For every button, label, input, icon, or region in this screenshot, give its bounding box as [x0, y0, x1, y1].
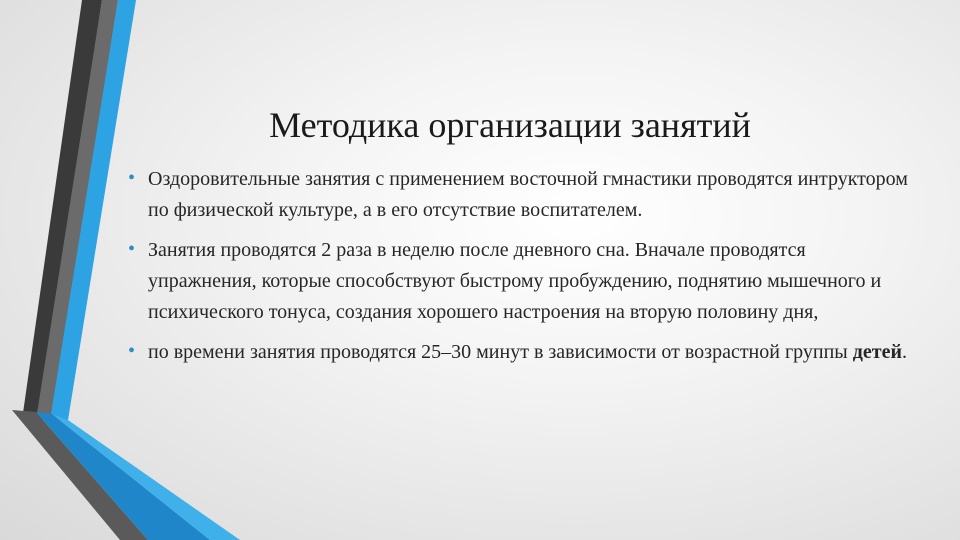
bullet-text-end: .	[901, 341, 907, 363]
bullet-item	[124, 337, 914, 368]
bullet-text: Оздоровительные занятия с применением восточной гмнастики проводятся интруктором по физической культуре, а в его отсутствие воспитателем.	[148, 168, 908, 221]
bullet-dot-icon: •	[128, 238, 136, 260]
bullet-dot-icon: •	[128, 167, 136, 189]
bullet-bold-text: детей	[852, 341, 902, 363]
bullet-text: по времени занятия проводятся 25–30 минут в зависимости от возрастной группы	[148, 341, 853, 363]
slide-title: Методика организации занятий	[269, 105, 751, 145]
bullet-item	[124, 164, 914, 226]
bullet-dot-icon: •	[128, 340, 136, 362]
bullet-text: Занятия проводятся 2 раза в неделю после дневного сна. Вначале проводятся упражнения, которые способствуют быстрому пробуждению, поднятию мышечного и психического тонуса, создания хорошего настроения на вторую половину дня,	[148, 239, 882, 323]
bullet-list	[124, 164, 914, 377]
bullet-item	[124, 235, 914, 328]
